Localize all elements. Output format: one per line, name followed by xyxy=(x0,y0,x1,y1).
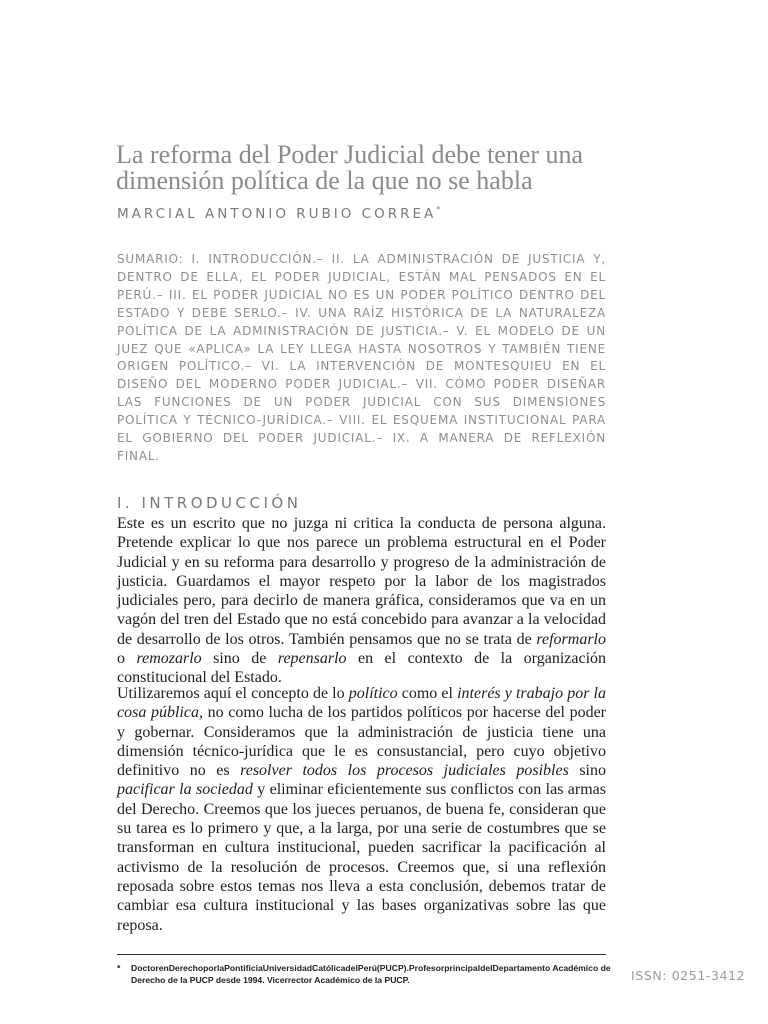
author-name xyxy=(117,205,440,222)
italic-term: pacificar la sociedad xyxy=(117,781,253,799)
italic-term: resolver todos los procesos judiciales posibles xyxy=(240,762,569,780)
italic-term: político xyxy=(348,685,398,702)
paragraph-text: Utilizaremos aquí el concepto de lo xyxy=(117,685,349,702)
footnote-text: DoctorenDerechoporlaPontificiaUniversidadCatólicadelPerú(PUCP).ProfesorprincipaldelDepartamento Académico de Derecho de la PUCP desde 1994. Vicerrector Académico de la PUCP. xyxy=(131,963,611,985)
paragraph-text: sino de xyxy=(201,650,278,668)
italic-term: remozarlo xyxy=(136,650,202,668)
footnote-marker: * xyxy=(117,963,121,973)
paragraph-text: Este es un escrito que no juzga ni critica la conducta de persona alguna. Pretende explicar lo que nos parece un problema estructural en el Poder Judicial y en su reforma para desarrollo y progreso de la administración de justicia. Guardamos el mayor respeto por la labor de los magistrados judiciales pero, para decirlo de manera gráfica, consideramos que va en un vagón del tren del Estado que no está concebido para avanzar a la velocidad de desarrollo de los otros. También pensamos que no se trata de xyxy=(117,515,606,648)
paragraph-text: , no como lucha de los partidos políticos por hacerse del poder y gobernar. Consideramos que la administración de justicia tiene una dimensión técnico-jurídica que le es consustancial, pero cuyo objetivo definitivo no es xyxy=(117,704,606,780)
paragraph-text: sino xyxy=(568,762,607,780)
body-paragraph-1 xyxy=(117,514,606,688)
italic-term: repensarlo xyxy=(277,650,347,668)
italic-term: reformarlo xyxy=(536,630,606,648)
paragraph-text: o xyxy=(117,650,137,668)
author-name-text: MARCIAL ANTONIO RUBIO CORREA xyxy=(117,206,437,222)
section-heading: I. INTRODUCCIÓN xyxy=(117,494,302,512)
footnote-divider xyxy=(117,954,606,955)
italic-term: interés y trabajo por la cosa pública xyxy=(117,685,607,722)
article-title: La reforma del Poder Judicial debe tener una dimensión política de la que no se habla xyxy=(116,140,584,195)
issn-label: ISSN: 0251-3412 xyxy=(631,968,746,983)
author-footnote-marker: * xyxy=(436,205,441,214)
footnote xyxy=(117,962,612,986)
paragraph-text: y eliminar eficientemente sus conflictos con las armas del Derecho. Creemos que los jueces peruanos, de buena fe, consideran que su tarea es lo primero y que, a la larga, por una serie de costumbres que se transforman en cultura institucional, pueden sacrificar la pacificación al activismo de la resolución de procesos. Creemos que, si una reflexión reposada sobre estos temas nos lleva a esta conclusión, debemos tratar de cambiar esa cultura institucional y las bases organizativas sobre las que reposa. xyxy=(117,781,606,934)
paragraph-text: como el xyxy=(397,685,458,702)
paragraph-text: en el contexto de la organización constitucional del Estado. xyxy=(117,650,607,687)
article-summary: SUMARIO: I. INTRODUCCIÓN.– II. LA ADMINISTRACIÓN DE JUSTICIA Y, DENTRO DE ELLA, EL PODER JUDICIAL, ESTÁN MAL PENSADOS EN EL PERÚ.– III. EL PODER JUDICIAL NO ES UN PODER POLÍTICO DENTRO DEL ESTADO Y DEBE SERLO.– IV. UNA RAÍZ HISTÓRICA DE LA NATURALEZA POLÍTICA DE LA ADMINISTRACIÓN DE JUSTICIA.– V. EL MODELO DE UN JUEZ QUE «APLICA» LA LEY LLEGA HASTA NOSOTROS Y TAMBIÉN TIENE ORIGEN POLÍTICO.– VI. LA INTERVENCIÓN DE MONTESQUIEU EN EL DISEÑO DEL MODERNO PODER JUDICIAL.– VII. CÓMO PODER DISEÑAR LAS FUNCIONES DE UN PODER JUDICIAL CON SUS DIMENSIONES POLÍTICA Y TÉCNICO-JURÍDICA.– VIII. EL ESQUEMA INSTITUCIONAL PARA EL GOBIERNO DEL PODER JUDICIAL.– IX. A MANERA DE REFLEXIÓN FINAL. xyxy=(117,252,606,463)
body-paragraph-2 xyxy=(117,684,606,935)
